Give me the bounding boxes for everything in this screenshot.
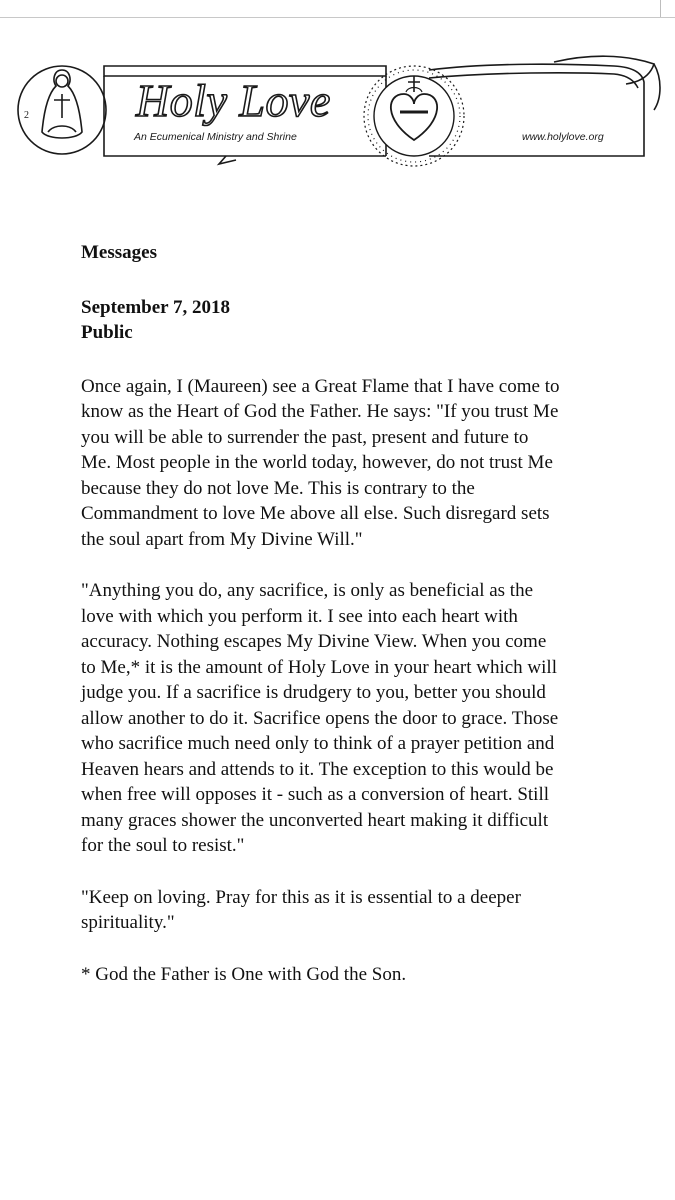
brand-tagline: An Ecumenical Ministry and Shrine <box>134 131 297 143</box>
svg-text:2: 2 <box>24 110 29 121</box>
message-line: "Anything you do, any sacrifice, is only as beneficial as the <box>81 580 534 601</box>
message-paragraph <box>81 578 641 859</box>
banner-artwork <box>14 48 664 180</box>
message-date: September 7, 2018 <box>81 296 230 318</box>
message-document <box>81 240 641 1013</box>
footnote-line: * God the Father is One with God the Son. <box>81 963 407 985</box>
message-line: know as the Heart of God the Father. He says: "If you trust Me <box>81 401 559 422</box>
message-line: spirituality." <box>81 912 175 933</box>
toolbar-divider <box>660 0 661 17</box>
message-line: because they do not love Me. This is contrary to the <box>81 477 475 499</box>
message-line: "Keep on loving. Pray for this as it is essential to a deeper <box>81 886 521 908</box>
message-line: love with which you perform it. I see into each heart with <box>81 605 518 627</box>
message-paragraph <box>81 374 641 553</box>
page-heading: Messages <box>81 242 157 263</box>
message-line: the soul apart from My Divine Will." <box>81 528 363 550</box>
madonna-medallion-icon <box>18 66 106 154</box>
message-line: judge you. If a sacrifice is drudgery to you, better you should <box>81 682 546 703</box>
message-line: accuracy. Nothing escapes My Divine View. When you come <box>81 631 547 652</box>
message-line: Once again, I (Maureen) see a Great Flame that I have come to <box>81 375 560 397</box>
top-toolbar <box>0 0 675 18</box>
brand-logo-text: Holy Love <box>136 75 331 126</box>
message-line: many graces shower the unconverted heart making it difficult <box>81 809 549 831</box>
message-line: when free will opposes it - such as a conversion of heart. Still <box>81 784 550 805</box>
holy-love-banner <box>14 48 664 180</box>
message-line: Me. Most people in the world today, however, do not trust Me <box>81 452 553 473</box>
message-paragraph <box>81 885 641 936</box>
message-line: to Me,* it is the amount of Holy Love in your heart which will <box>81 656 557 678</box>
sacred-heart-medallion-icon <box>364 66 464 166</box>
message-line: for the soul to resist." <box>81 835 245 856</box>
message-line: you will be able to surrender the past, present and future to <box>81 426 529 448</box>
message-line: Commandment to love Me above all else. Such disregard sets <box>81 503 550 524</box>
footnote <box>81 962 641 988</box>
message-line: Heaven hears and attends to it. The exception to this would be <box>81 758 554 780</box>
message-type: Public <box>81 322 133 343</box>
message-line: who sacrifice much need only to think of a prayer petition and <box>81 733 555 754</box>
site-url: www.holylove.org <box>522 131 604 143</box>
message-line: allow another to do it. Sacrifice opens the door to grace. Those <box>81 707 559 729</box>
